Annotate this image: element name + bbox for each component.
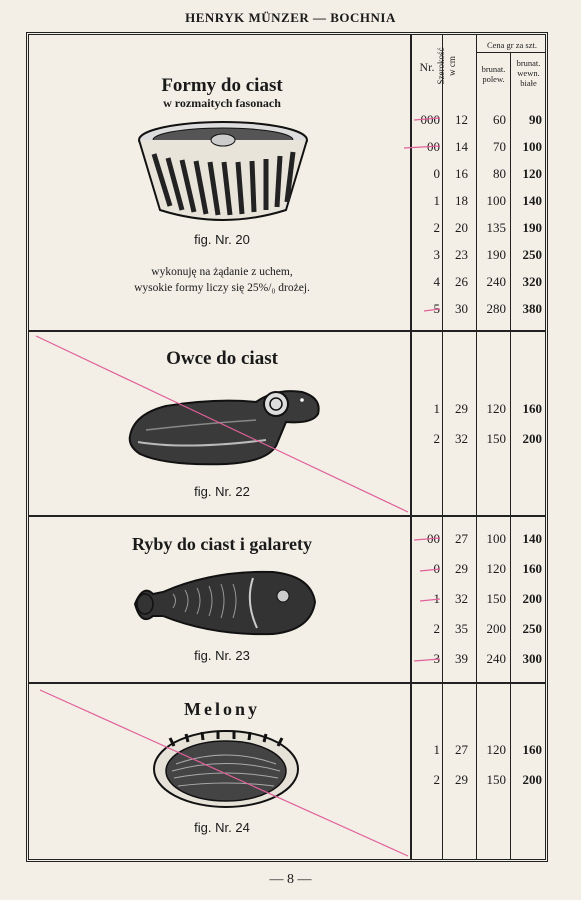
price-brown: 70	[493, 139, 506, 154]
column-header-price2	[511, 58, 546, 88]
price1-header-line1: brunat.	[481, 64, 506, 74]
item-size: 29	[455, 561, 468, 576]
table-row	[412, 193, 546, 215]
item-size: 39	[455, 651, 468, 666]
price1-header-line2: polew.	[482, 74, 505, 84]
column-header-price: Cena gr za szt.	[486, 40, 538, 50]
price-white: 140	[522, 531, 542, 546]
figure-caption: fig. Nr. 24	[194, 820, 250, 835]
price-brown: 150	[486, 591, 506, 606]
column-divider	[476, 52, 546, 53]
table-row	[412, 772, 546, 794]
price-white: 250	[522, 247, 542, 262]
column-header-price1	[477, 64, 510, 84]
item-number: 3	[433, 247, 440, 262]
item-number: 4	[433, 274, 440, 289]
price-brown: 60	[493, 112, 506, 127]
price-brown: 100	[486, 531, 506, 546]
section-subtitle: w rozmaitych fasonach	[163, 96, 281, 110]
column-header-size	[436, 40, 476, 92]
item-size: 29	[455, 772, 468, 787]
item-number: 2	[433, 220, 440, 235]
melon-mold-illustration	[150, 726, 302, 812]
price-brown: 100	[486, 193, 506, 208]
table-row	[412, 166, 546, 188]
price-brown: 120	[486, 742, 506, 757]
item-number: 000	[420, 112, 440, 127]
table-row	[412, 561, 546, 583]
price-white: 320	[522, 274, 542, 289]
page-header: HENRYK MÜNZER — BOCHNIA	[185, 10, 396, 25]
item-number: 0	[433, 561, 440, 576]
item-size: 27	[455, 742, 468, 757]
price-brown: 200	[486, 621, 506, 636]
price-white: 300	[522, 651, 542, 666]
price-white: 200	[522, 591, 542, 606]
item-size: 20	[455, 220, 468, 235]
table-row	[412, 621, 546, 643]
section-note	[34, 264, 410, 296]
item-number: 2	[433, 431, 440, 446]
table-row	[412, 247, 546, 269]
item-number: 2	[433, 772, 440, 787]
item-size: 23	[455, 247, 468, 262]
price-brown: 190	[486, 247, 506, 262]
item-size: 16	[455, 166, 468, 181]
price2-header-line2: wewn.	[517, 68, 540, 78]
size-header-line2: w cm	[447, 56, 457, 76]
section-title: Formy do ciast	[161, 75, 283, 96]
figure-caption: fig. Nr. 23	[194, 648, 250, 663]
table-row	[412, 591, 546, 613]
price-white: 160	[522, 561, 542, 576]
price-white: 190	[522, 220, 542, 235]
price2-header-line1: brunat.	[516, 58, 541, 68]
item-number: 00	[427, 531, 440, 546]
note-line2: wysokie formy liczy się 25%/₀ drożej.	[134, 282, 310, 294]
table-row	[412, 531, 546, 553]
item-size: 14	[455, 139, 468, 154]
table-row	[412, 401, 546, 423]
section-title: Melony	[184, 699, 260, 719]
price-brown: 120	[486, 561, 506, 576]
table-row	[412, 301, 546, 323]
sheep-mold-illustration	[126, 384, 322, 472]
item-number: 1	[433, 742, 440, 757]
item-size: 35	[455, 621, 468, 636]
table-row	[412, 220, 546, 242]
price-white: 250	[522, 621, 542, 636]
price-brown: 280	[486, 301, 506, 316]
price-white: 160	[522, 742, 542, 757]
price-brown: 240	[486, 651, 506, 666]
price-white: 200	[522, 431, 542, 446]
price-white: 200	[522, 772, 542, 787]
table-row	[412, 139, 546, 161]
item-number: 2	[433, 621, 440, 636]
item-number: 0	[433, 166, 440, 181]
price-white: 90	[529, 112, 542, 127]
section-divider	[29, 682, 545, 684]
item-number: 5	[433, 301, 440, 316]
item-size: 29	[455, 401, 468, 416]
item-number: 3	[433, 651, 440, 666]
price-white: 160	[522, 401, 542, 416]
price-white: 120	[522, 166, 542, 181]
item-size: 18	[455, 193, 468, 208]
item-size: 32	[455, 591, 468, 606]
table-row	[412, 274, 546, 296]
item-size: 30	[455, 301, 468, 316]
item-number: 1	[433, 401, 440, 416]
column-header-nr: Nr.	[419, 60, 435, 74]
price-brown: 150	[486, 772, 506, 787]
table-row	[412, 742, 546, 764]
item-size: 32	[455, 431, 468, 446]
price-brown: 240	[486, 274, 506, 289]
section-title: Owce do ciast	[166, 348, 278, 369]
item-number: 1	[433, 591, 440, 606]
table-row	[412, 431, 546, 453]
size-header-line1: Szerokość	[436, 47, 446, 85]
price-brown: 80	[493, 166, 506, 181]
page-number: — 8 —	[269, 872, 312, 887]
price-brown: 150	[486, 431, 506, 446]
item-size: 27	[455, 531, 468, 546]
figure-caption: fig. Nr. 20	[194, 232, 250, 247]
item-size: 12	[455, 112, 468, 127]
section-divider	[29, 515, 545, 517]
price2-header-line3: białe	[520, 78, 537, 88]
item-number: 1	[433, 193, 440, 208]
figure-caption: fig. Nr. 22	[194, 484, 250, 499]
section-divider	[29, 330, 545, 332]
table-row	[412, 651, 546, 673]
price-white: 140	[522, 193, 542, 208]
price-white: 100	[522, 139, 542, 154]
fish-mold-illustration	[133, 564, 317, 640]
price-brown: 135	[486, 220, 506, 235]
price-white: 380	[522, 301, 542, 316]
section-title: Ryby do ciast i galarety	[131, 534, 313, 554]
price-brown: 120	[486, 401, 506, 416]
note-line1: wykonuję na żądanie z uchem,	[151, 266, 293, 278]
item-size: 26	[455, 274, 468, 289]
item-number: 00	[427, 139, 440, 154]
cake-mold-illustration	[136, 118, 310, 226]
table-row	[412, 112, 546, 134]
